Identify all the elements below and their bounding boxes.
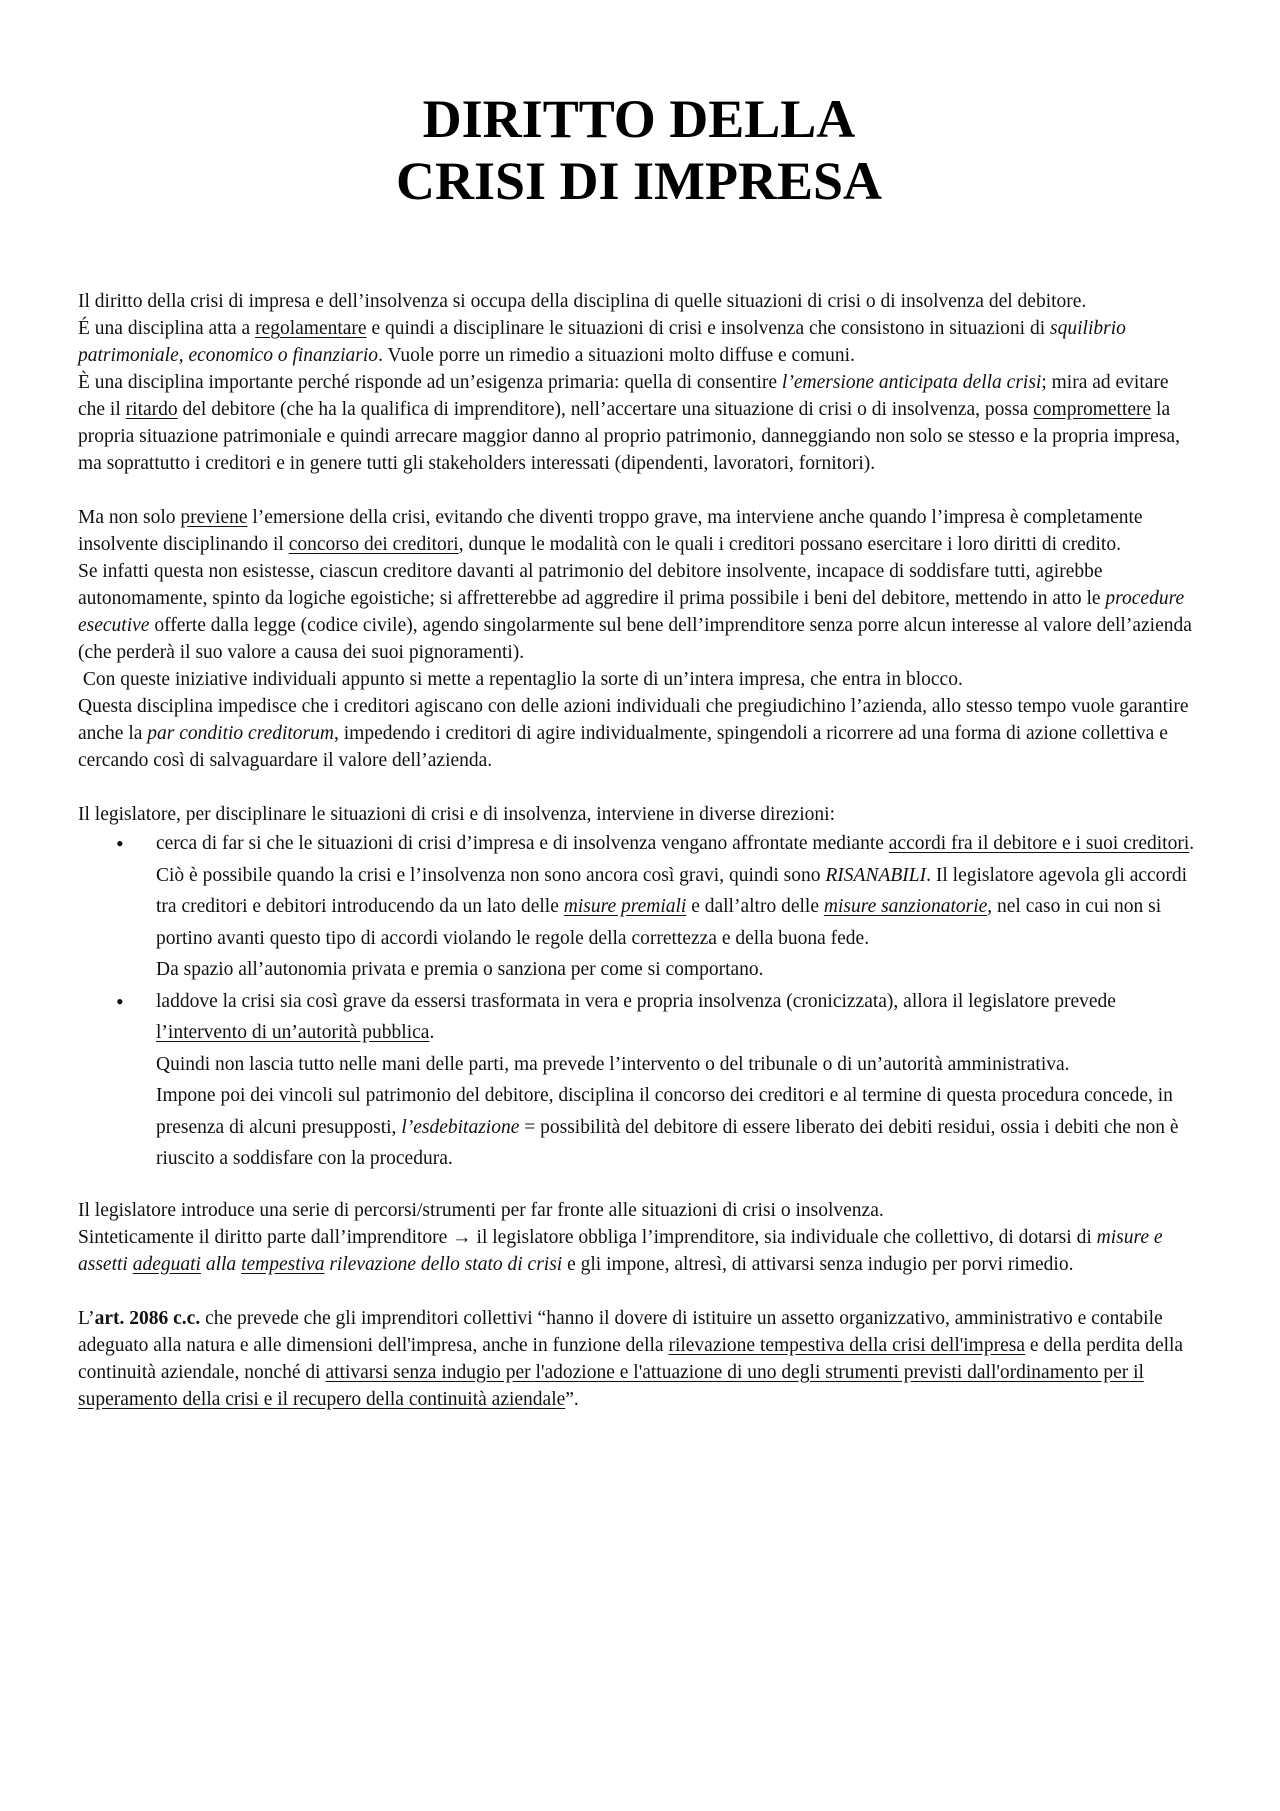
paragraph-legislator-directions: Il legislatore, per disciplinare le situazioni di crisi e di insolvenza, interviene in diverse direzioni:	[78, 804, 836, 825]
underlined-italic-term: adeguati	[132, 1253, 201, 1275]
italic-term: squilibrio patrimoniale, economico o finanziario	[78, 318, 1126, 366]
underlined-term: l’intervento di un’autorità pubblica	[156, 1022, 430, 1043]
underlined-term: accordi fra il debitore e i suoi creditori	[888, 833, 1190, 854]
paragraph-prevention: Ma non solo previene l’emersione della crisi, evitando che diventi troppo grave, ma interviene anche quando l’impresa è completamente insolvente disciplinando il concorso dei creditori, dunque le modalità con le quali i creditori possano esercitare i loro diritti di credito.	[78, 507, 1143, 555]
underlined-term: ritardo	[125, 399, 178, 420]
italic-term: procedure esecutive	[78, 588, 1185, 636]
paragraph-art-2086: L’art. 2086 c.c. che prevede che gli imprenditori collettivi “hanno il dovere di istituire un assetto organizzativo, amministrativo e contabile adeguato alla natura e alle dimensioni dell'impresa, anche in funzione della rilevazione tempestiva della crisi dell'impresa e della perdita della continuità aziendale, nonché di attivarsi senza indugio per l'adozione e l'attuazione di uno degli strumenti previsti dall'ordinamento per il superamento della crisi e il recupero della continuità aziendale”.	[78, 1307, 1184, 1410]
underlined-term: concorso dei creditori	[288, 534, 459, 555]
document-body	[78, 288, 1200, 1413]
italic-term: l’esdebitazione	[401, 1116, 520, 1138]
title-line-2: CRISI DI IMPRESA	[395, 151, 883, 211]
directions-list	[78, 828, 1200, 1175]
italic-term: l’emersione anticipata della crisi	[781, 372, 1042, 393]
list-item: • laddove la crisi sia così grave da essersi trasformata in vera e propria insolvenza (cronicizzata), allora il legislatore prevede l’intervento di un’autorità pubblica. Quindi non lascia tutto nelle mani delle parti, ma prevede l’intervento o del tribunale o di un’autorità amministrativa. Impone poi dei vincoli sul patrimonio del debitore, disciplina il concorso dei creditori e al termine di questa procedura concede, in presenza di alcuni presupposti, l’esdebitazione = possibilità del debitore di essere liberato dei debiti residui, ossia i debiti che non è riuscito a soddisfare con la procedura.	[78, 986, 1200, 1175]
paragraph-importance: È una disciplina importante perché risponde ad un’esigenza primaria: quella di consentire l’emersione anticipata della crisi; mira ad evitare che il ritardo del debitore (che ha la qualifica di imprenditore), nell’accertare una situazione di crisi o di insolvenza, possa compromettere la propria situazione patrimoniale e quindi arrecare maggior danno al proprio patrimonio, danneggiando non solo se stesso e la propria impresa, ma soprattutto i creditori e in genere tutti gli stakeholders interessati (dipendenti, lavoratori, fornitori).	[78, 372, 1180, 474]
underlined-italic-term: tempestiva	[241, 1253, 325, 1275]
italic-term: par conditio creditorum	[147, 723, 334, 744]
document-title	[78, 88, 1200, 212]
italic-term: RISANABILI	[825, 864, 927, 886]
underlined-term: attivarsi senza indugio per l'adozione e l'attuazione di uno degli strumenti previsti dall'ordinamento per il superamento della crisi e il recupero della continuità aziendale	[78, 1361, 1144, 1410]
document-page	[78, 88, 1200, 1413]
paragraph-par-conditio: Questa disciplina impedisce che i creditori agiscano con delle azioni individuali che pregiudichino l’azienda, allo stesso tempo vuole garantire anche la par conditio creditorum, impedendo i creditori di agire individualmente, spingendoli a ricorrere ad una forma di azione collettiva e cercando così di salvaguardare il valore dell’azienda.	[78, 696, 1189, 771]
article-reference: art. 2086 c.c.	[94, 1307, 201, 1329]
underlined-term: rilevazione tempestiva della crisi dell'impresa	[668, 1334, 1025, 1356]
underlined-term: previene	[180, 507, 248, 528]
underlined-italic-term: misure sanzionatorie	[823, 896, 988, 917]
paragraph-definition: É una disciplina atta a regolamentare e quindi a disciplinare le situazioni di crisi e insolvenza che consistono in situazioni di squilibrio patrimoniale, economico o finanziario. Vuole porre un rimedio a situazioni molto diffuse e comuni.	[78, 318, 1126, 366]
title-line-1: DIRITTO DELLA	[422, 89, 856, 149]
underlined-term: compromettere	[1033, 399, 1152, 420]
underlined-italic-term: misure premiali	[563, 896, 687, 917]
paragraph-individual-initiatives: Con queste iniziative individuali appunto si mette a repentaglio la sorte di un’intera impresa, che entra in blocco.	[78, 669, 963, 690]
paragraph-without-discipline: Se infatti questa non esistesse, ciascun creditore davanti al patrimonio del debitore insolvente, incapace di soddisfare tutti, agirebbe autonomamente, spinto da logiche egoistiche; si affretterebbe ad aggredire il prima possibile i beni del debitore, mettendo in atto le procedure esecutive offerte dalla legge (codice civile), agendo singolarmente sul bene dell’imprenditore senza porre alcun interesse al valore dell’azienda (che perderà il suo valore a causa dei suoi pignoramenti).	[78, 561, 1192, 663]
italic-term: misure e assetti	[78, 1226, 1163, 1275]
underlined-term: regolamentare	[255, 318, 367, 339]
list-item: • cerca di far si che le situazioni di crisi d’impresa e di insolvenza vengano affrontate mediante accordi fra il debitore e i suoi creditori. Ciò è possibile quando la crisi e l’insolvenza non sono ancora così gravi, quindi sono RISANABILI. Il legislatore agevola gli accordi tra creditori e debitori introducendo da un lato delle misure premiali e dall’altro delle misure sanzionatorie, nel caso in cui non si portino avanti questo tipo di accordi violando le regole della correttezza e della buona fede. Da spazio all’autonomia privata e premia o sanziona per come si comportano.	[78, 828, 1200, 986]
paragraph-intro: Il diritto della crisi di impresa e dell’insolvenza si occupa della disciplina di quelle situazioni di crisi o di insolvenza del debitore.	[78, 291, 1087, 312]
paragraph-instruments: Il legislatore introduce una serie di percorsi/strumenti per far fronte alle situazioni di crisi o insolvenza.	[78, 1199, 884, 1221]
paragraph-obligations: Sinteticamente il diritto parte dall’imprenditore → il legislatore obbliga l’imprenditore, sia individuale che collettivo, di dotarsi di misure e assetti adeguati alla tempestiva rilevazione dello stato di crisi e gli impone, altresì, di attivarsi senza indugio per porvi rimedio.	[78, 1226, 1163, 1275]
